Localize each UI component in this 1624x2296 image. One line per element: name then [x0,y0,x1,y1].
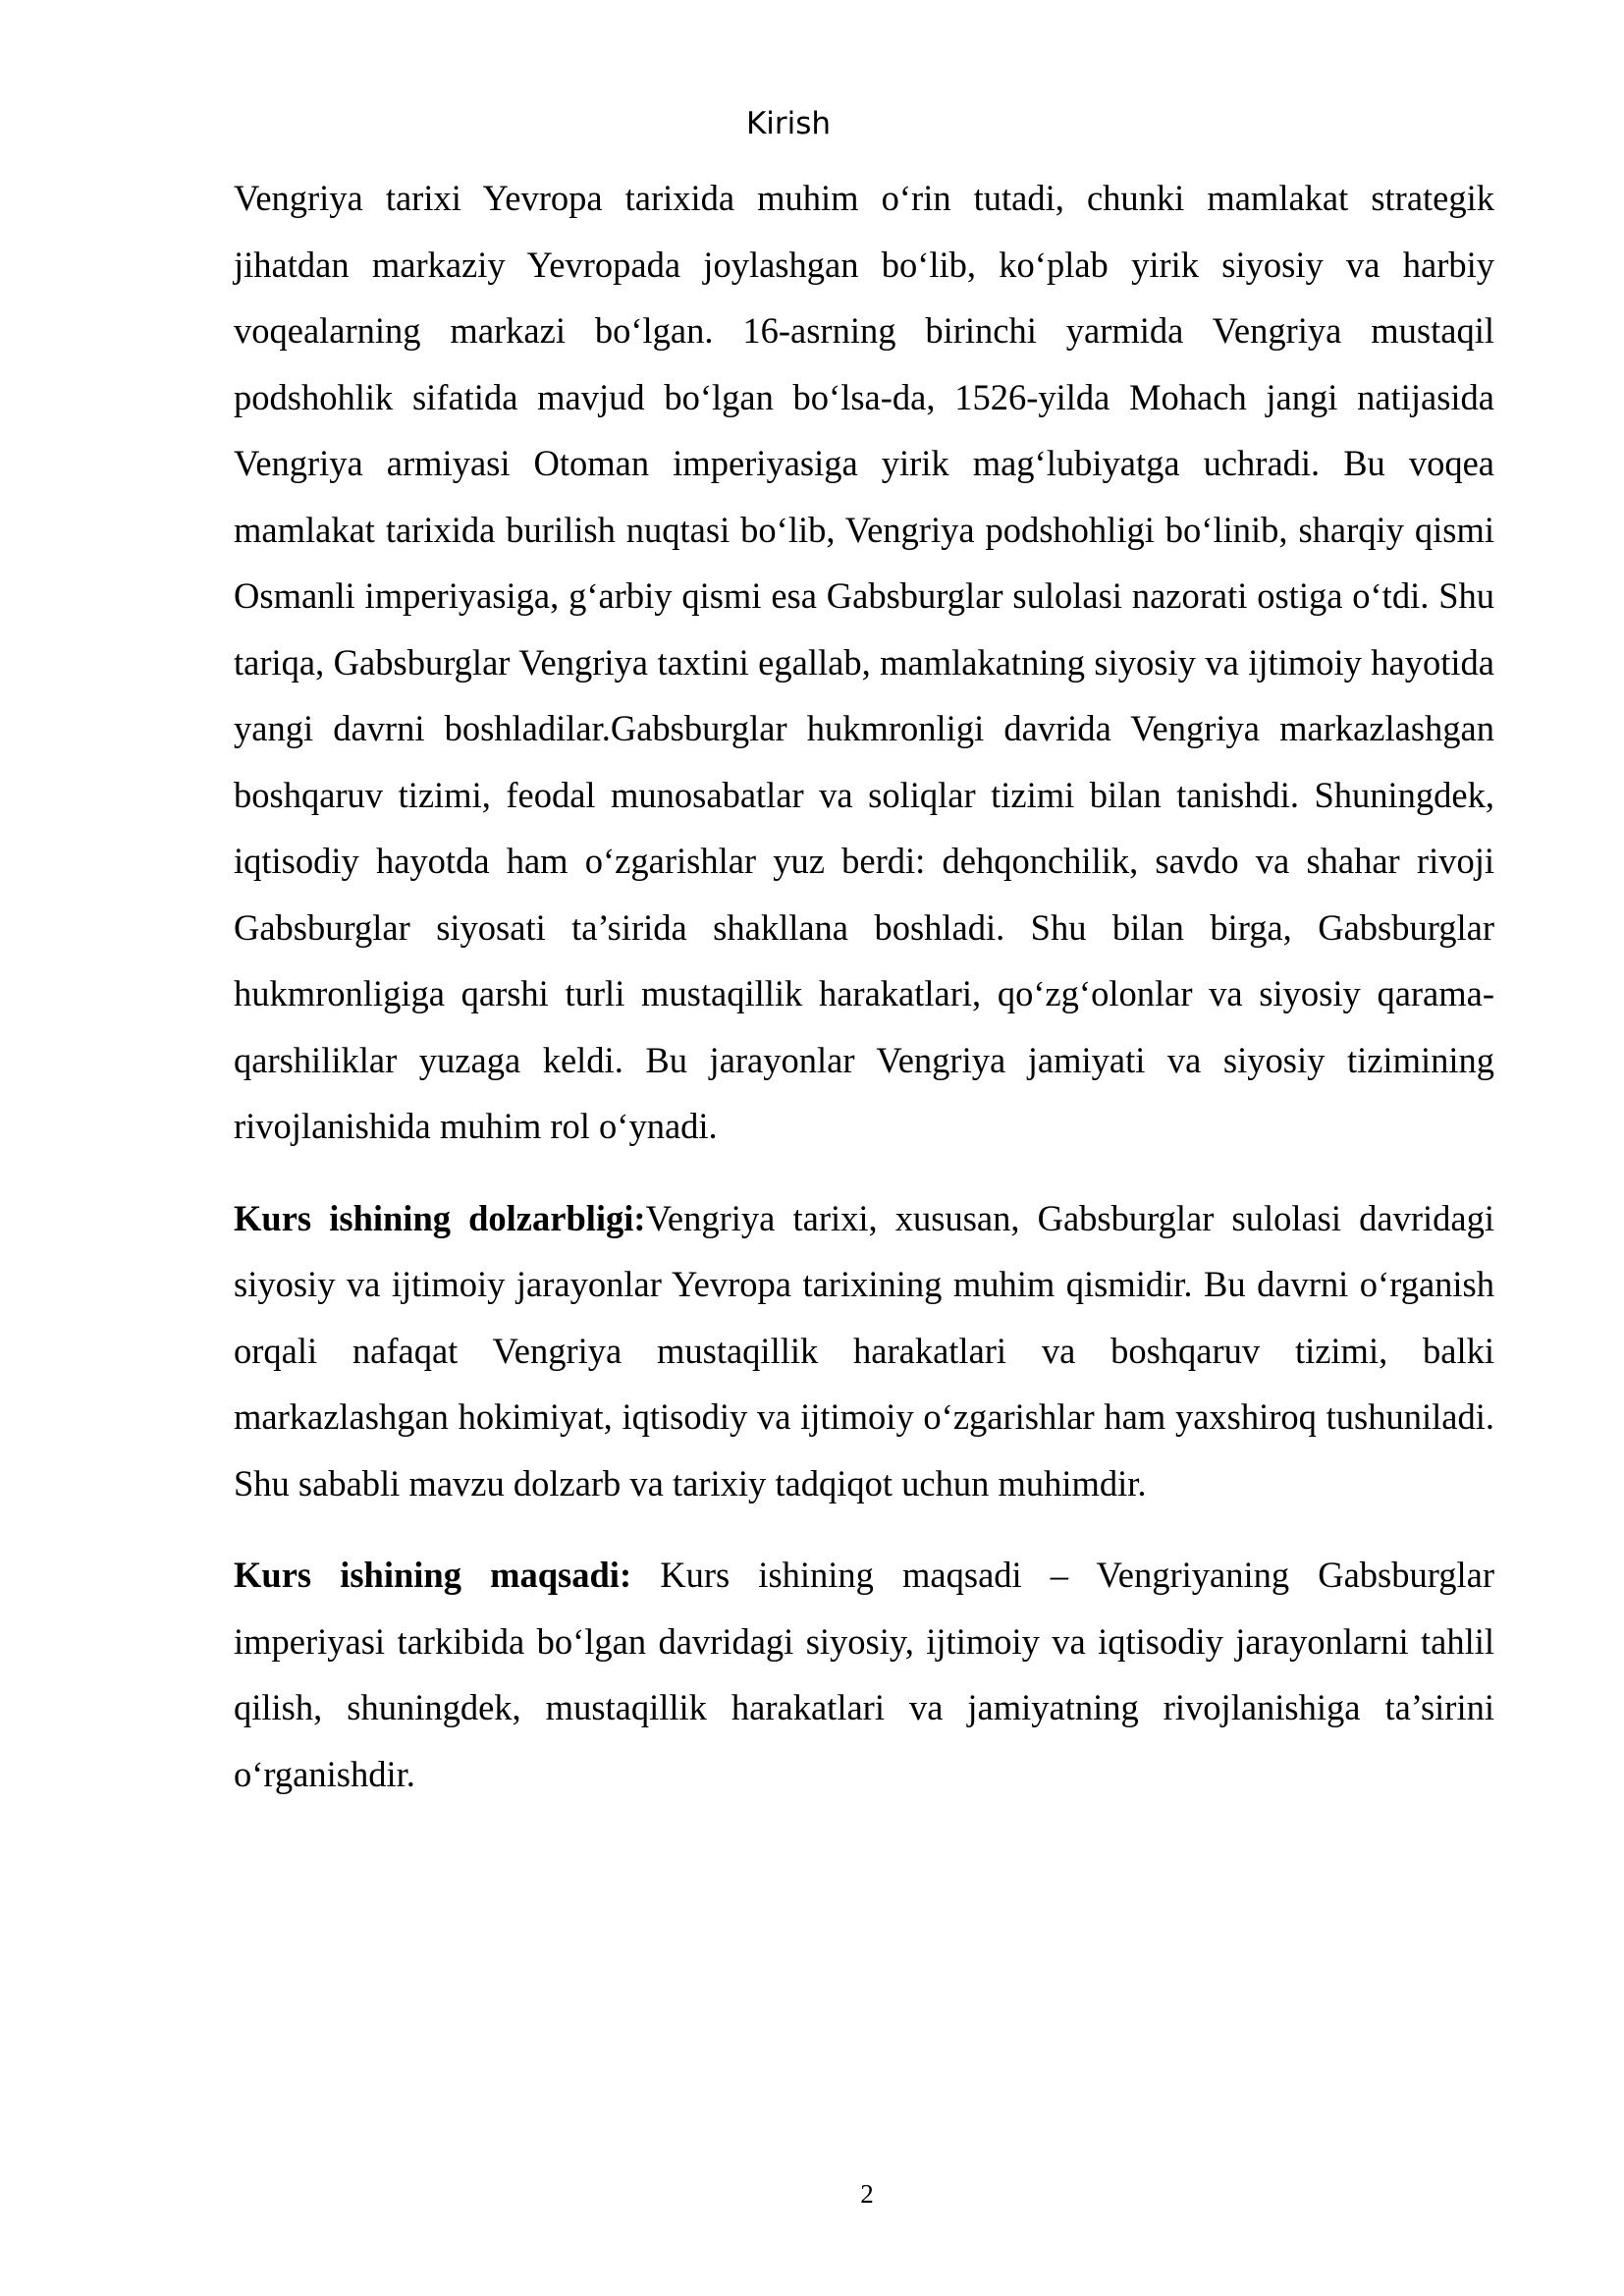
relevance-label: Kurs ishining dolzarbligi: [234,1197,646,1238]
section-heading: Kirish [745,106,832,141]
relevance-text: Vengriya tarixi, xususan, Gabsburglar sulolasi davridagi siyosiy va ijtimoiy jarayonlar Yevropa tarixining muhim qismidir. Bu davrni o‘rganish orqali nafaqat Vengriya mustaqillik harakatlari va boshqaruv tizimi, balki markazlashgan hokimiyat, iqtisodiy va ijtimoiy o‘zgarishlar ham yaxshiroq tushuniladi. Shu sababli mavzu dolzarb va tarixiy tadqiqot uchun muhimdir. [234,1197,1494,1503]
goal-paragraph [234,1542,1494,1807]
document-body [234,165,1494,1807]
intro-paragraph: Vengriya tarixi Yevropa tarixida muhim o‘rin tutadi, chunki mamlakat strategik jihatdan markaziy Yevropada joylashgan bo‘lib, ko‘plab yirik siyosiy va harbiy voqealarning markazi bo‘lgan. 16-asrning birinchi yarmida Vengriya mustaqil podshohlik sifatida mavjud bo‘lgan bo‘lsa-da, 1526-yilda Mohach jangi natijasida Vengriya armiyasi Otoman imperiyasiga yirik mag‘lubiyatga uchradi. Bu voqea mamlakat tarixida burilish nuqtasi bo‘lib, Vengriya podshohligi bo‘linib, sharqiy qismi Osmanli imperiyasiga, g‘arbiy qismi esa Gabsburglar sulolasi nazorati ostiga o‘tdi. Shu tariqa, Gabsburglar Vengriya taxtini egallab, mamlakatning siyosiy va ijtimoiy hayotida yangi davrni boshladilar.Gabsburglar hukmronligi davrida Vengriya markazlashgan boshqaruv tizimi, feodal munosabatlar va soliqlar tizimi bilan tanishdi. Shuningdek, iqtisodiy hayotda ham o‘zgarishlar yuz berdi: dehqonchilik, savdo va shahar rivoji Gabsburglar siyosati ta’sirida shakllana boshladi. Shu bilan birga, Gabsburglar hukmronligiga qarshi turli mustaqillik harakatlari, qo‘zg‘olonlar va siyosiy qarama-qarshiliklar yuzaga keldi. Bu jarayonlar Vengriya jamiyati va siyosiy tizimining rivojlanishida muhim rol o‘ynadi. [234,178,1494,1146]
page-number: 2 [860,2179,874,2209]
goal-text: Kurs ishining maqsadi – Vengriyaning Gabsburglar imperiyasi tarkibida bo‘lgan davridagi siyosiy, ijtimoiy va iqtisodiy jarayonlarni tahlil qilish, shuningdek, mustaqillik harakatlari va jamiyatning rivojlanishiga ta’sirini o‘rganishdir. [234,1555,1495,1794]
goal-label: Kurs ishining maqsadi: [234,1555,632,1595]
relevance-paragraph [234,1185,1494,1517]
